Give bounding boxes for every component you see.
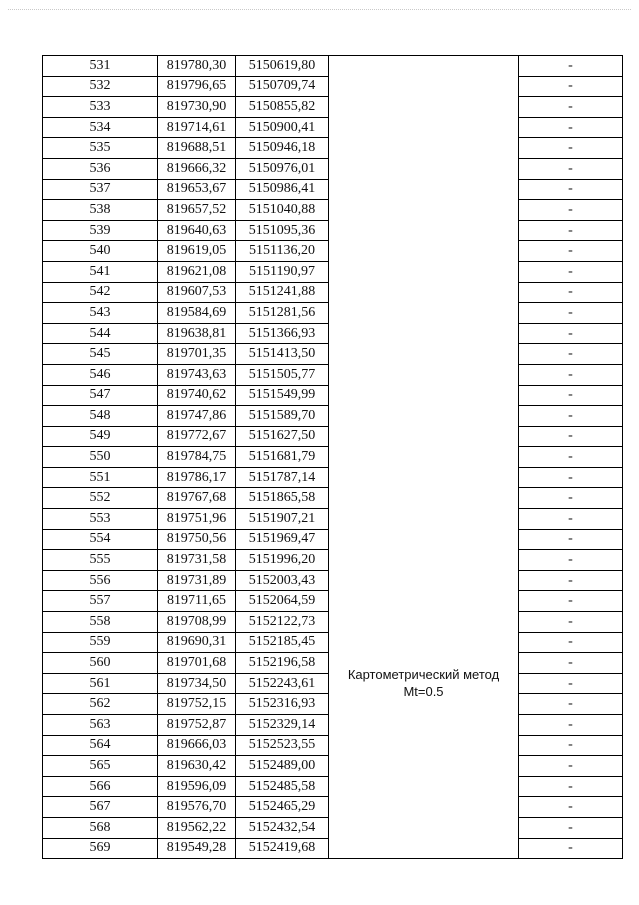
dash-cell: -	[519, 241, 623, 262]
x-coordinate-cell: 819786,17	[158, 467, 236, 488]
x-coordinate-cell: 819701,68	[158, 653, 236, 674]
dash-cell: -	[519, 612, 623, 633]
x-coordinate-cell: 819750,56	[158, 529, 236, 550]
y-coordinate-cell: 5150709,74	[236, 76, 329, 97]
x-coordinate-cell: 819653,67	[158, 179, 236, 200]
point-number-cell: 532	[43, 76, 158, 97]
point-number-cell: 536	[43, 158, 158, 179]
x-coordinate-cell: 819784,75	[158, 447, 236, 468]
y-coordinate-cell: 5151627,50	[236, 426, 329, 447]
y-coordinate-cell: 5152185,45	[236, 632, 329, 653]
x-coordinate-cell: 819747,86	[158, 406, 236, 427]
x-coordinate-cell: 819772,67	[158, 426, 236, 447]
y-coordinate-cell: 5151190,97	[236, 261, 329, 282]
x-coordinate-cell: 819743,63	[158, 364, 236, 385]
y-coordinate-cell: 5152419,68	[236, 838, 329, 859]
point-number-cell: 557	[43, 591, 158, 612]
y-coordinate-cell: 5151549,99	[236, 385, 329, 406]
point-number-cell: 559	[43, 632, 158, 653]
y-coordinate-cell: 5151996,20	[236, 550, 329, 571]
dash-cell: -	[519, 509, 623, 530]
point-number-cell: 544	[43, 323, 158, 344]
point-number-cell: 535	[43, 138, 158, 159]
point-number-cell: 537	[43, 179, 158, 200]
x-coordinate-cell: 819751,96	[158, 509, 236, 530]
x-coordinate-cell: 819549,28	[158, 838, 236, 859]
point-number-cell: 558	[43, 612, 158, 633]
point-number-cell: 548	[43, 406, 158, 427]
y-coordinate-cell: 5151681,79	[236, 447, 329, 468]
point-number-cell: 550	[43, 447, 158, 468]
point-number-cell: 531	[43, 56, 158, 77]
x-coordinate-cell: 819666,03	[158, 735, 236, 756]
coordinates-table	[42, 55, 623, 859]
point-number-cell: 552	[43, 488, 158, 509]
y-coordinate-cell: 5151865,58	[236, 488, 329, 509]
y-coordinate-cell: 5151787,14	[236, 467, 329, 488]
y-coordinate-cell: 5151095,36	[236, 220, 329, 241]
y-coordinate-cell: 5152316,93	[236, 694, 329, 715]
dash-cell: -	[519, 715, 623, 736]
dash-cell: -	[519, 488, 623, 509]
dash-cell: -	[519, 735, 623, 756]
dash-cell: -	[519, 261, 623, 282]
y-coordinate-cell: 5151136,20	[236, 241, 329, 262]
dash-cell: -	[519, 632, 623, 653]
x-coordinate-cell: 819584,69	[158, 303, 236, 324]
dash-cell: -	[519, 529, 623, 550]
point-number-cell: 553	[43, 509, 158, 530]
y-coordinate-cell: 5151969,47	[236, 529, 329, 550]
x-coordinate-cell: 819690,31	[158, 632, 236, 653]
x-coordinate-cell: 819596,09	[158, 776, 236, 797]
point-number-cell: 556	[43, 570, 158, 591]
point-number-cell: 566	[43, 776, 158, 797]
x-coordinate-cell: 819701,35	[158, 344, 236, 365]
y-coordinate-cell: 5151589,70	[236, 406, 329, 427]
y-coordinate-cell: 5152122,73	[236, 612, 329, 633]
table-row	[43, 56, 623, 77]
x-coordinate-cell: 819562,22	[158, 817, 236, 838]
x-coordinate-cell: 819640,63	[158, 220, 236, 241]
x-coordinate-cell: 819630,42	[158, 756, 236, 777]
y-coordinate-cell: 5151040,88	[236, 200, 329, 221]
y-coordinate-cell: 5152489,00	[236, 756, 329, 777]
dash-cell: -	[519, 817, 623, 838]
point-number-cell: 565	[43, 756, 158, 777]
point-number-cell: 561	[43, 673, 158, 694]
y-coordinate-cell: 5152064,59	[236, 591, 329, 612]
x-coordinate-cell: 819688,51	[158, 138, 236, 159]
point-number-cell: 554	[43, 529, 158, 550]
x-coordinate-cell: 819796,65	[158, 76, 236, 97]
point-number-cell: 569	[43, 838, 158, 859]
x-coordinate-cell: 819576,70	[158, 797, 236, 818]
dash-cell: -	[519, 653, 623, 674]
point-number-cell: 543	[43, 303, 158, 324]
point-number-cell: 568	[43, 817, 158, 838]
point-number-cell: 540	[43, 241, 158, 262]
dash-cell: -	[519, 797, 623, 818]
x-coordinate-cell: 819730,90	[158, 97, 236, 118]
x-coordinate-cell: 819740,62	[158, 385, 236, 406]
method-accuracy: Mt=0.5	[403, 684, 444, 700]
dash-cell: -	[519, 76, 623, 97]
point-number-cell: 549	[43, 426, 158, 447]
dash-cell: -	[519, 756, 623, 777]
x-coordinate-cell: 819734,50	[158, 673, 236, 694]
point-number-cell: 545	[43, 344, 158, 365]
dash-cell: -	[519, 838, 623, 859]
y-coordinate-cell: 5150619,80	[236, 56, 329, 77]
dash-cell: -	[519, 179, 623, 200]
x-coordinate-cell: 819731,58	[158, 550, 236, 571]
x-coordinate-cell: 819731,89	[158, 570, 236, 591]
point-number-cell: 563	[43, 715, 158, 736]
point-number-cell: 560	[43, 653, 158, 674]
point-number-cell: 551	[43, 467, 158, 488]
y-coordinate-cell: 5152432,54	[236, 817, 329, 838]
point-number-cell: 546	[43, 364, 158, 385]
dash-cell: -	[519, 385, 623, 406]
dash-cell: -	[519, 117, 623, 138]
dash-cell: -	[519, 56, 623, 77]
x-coordinate-cell: 819752,87	[158, 715, 236, 736]
y-coordinate-cell: 5150900,41	[236, 117, 329, 138]
y-coordinate-cell: 5152003,43	[236, 570, 329, 591]
coordinates-table-body	[43, 56, 623, 859]
dash-cell: -	[519, 776, 623, 797]
x-coordinate-cell: 819621,08	[158, 261, 236, 282]
dash-cell: -	[519, 200, 623, 221]
x-coordinate-cell: 819767,68	[158, 488, 236, 509]
dash-cell: -	[519, 406, 623, 427]
y-coordinate-cell: 5151366,93	[236, 323, 329, 344]
page-top-border	[8, 9, 631, 10]
dash-cell: -	[519, 220, 623, 241]
point-number-cell: 547	[43, 385, 158, 406]
dash-cell: -	[519, 550, 623, 571]
point-number-cell: 534	[43, 117, 158, 138]
point-number-cell: 538	[43, 200, 158, 221]
point-number-cell: 542	[43, 282, 158, 303]
dash-cell: -	[519, 467, 623, 488]
point-number-cell: 555	[43, 550, 158, 571]
y-coordinate-cell: 5150855,82	[236, 97, 329, 118]
y-coordinate-cell: 5151281,56	[236, 303, 329, 324]
point-number-cell: 562	[43, 694, 158, 715]
dash-cell: -	[519, 364, 623, 385]
point-number-cell: 533	[43, 97, 158, 118]
method-cell-empty	[329, 56, 519, 509]
y-coordinate-cell: 5151505,77	[236, 364, 329, 385]
x-coordinate-cell: 819714,61	[158, 117, 236, 138]
dash-cell: -	[519, 447, 623, 468]
dash-cell: -	[519, 97, 623, 118]
y-coordinate-cell: 5152329,14	[236, 715, 329, 736]
y-coordinate-cell: 5151413,50	[236, 344, 329, 365]
y-coordinate-cell: 5150946,18	[236, 138, 329, 159]
point-number-cell: 564	[43, 735, 158, 756]
y-coordinate-cell: 5152243,61	[236, 673, 329, 694]
dash-cell: -	[519, 138, 623, 159]
dash-cell: -	[519, 426, 623, 447]
y-coordinate-cell: 5152196,58	[236, 653, 329, 674]
y-coordinate-cell: 5152465,29	[236, 797, 329, 818]
y-coordinate-cell: 5151907,21	[236, 509, 329, 530]
point-number-cell: 539	[43, 220, 158, 241]
point-number-cell: 567	[43, 797, 158, 818]
y-coordinate-cell: 5152523,55	[236, 735, 329, 756]
dash-cell: -	[519, 282, 623, 303]
x-coordinate-cell: 819666,32	[158, 158, 236, 179]
dash-cell: -	[519, 323, 623, 344]
x-coordinate-cell: 819711,65	[158, 591, 236, 612]
y-coordinate-cell: 5150976,01	[236, 158, 329, 179]
dash-cell: -	[519, 158, 623, 179]
dash-cell: -	[519, 570, 623, 591]
y-coordinate-cell: 5151241,88	[236, 282, 329, 303]
x-coordinate-cell: 819657,52	[158, 200, 236, 221]
dash-cell: -	[519, 694, 623, 715]
x-coordinate-cell: 819619,05	[158, 241, 236, 262]
dash-cell: -	[519, 303, 623, 324]
dash-cell: -	[519, 591, 623, 612]
dash-cell: -	[519, 344, 623, 365]
x-coordinate-cell: 819638,81	[158, 323, 236, 344]
y-coordinate-cell: 5150986,41	[236, 179, 329, 200]
point-number-cell: 541	[43, 261, 158, 282]
method-name: Картометрический метод	[347, 667, 500, 683]
table-row	[43, 509, 623, 530]
x-coordinate-cell: 819607,53	[158, 282, 236, 303]
dash-cell: -	[519, 673, 623, 694]
x-coordinate-cell: 819780,30	[158, 56, 236, 77]
x-coordinate-cell: 819752,15	[158, 694, 236, 715]
x-coordinate-cell: 819708,99	[158, 612, 236, 633]
method-cell	[329, 509, 519, 859]
y-coordinate-cell: 5152485,58	[236, 776, 329, 797]
